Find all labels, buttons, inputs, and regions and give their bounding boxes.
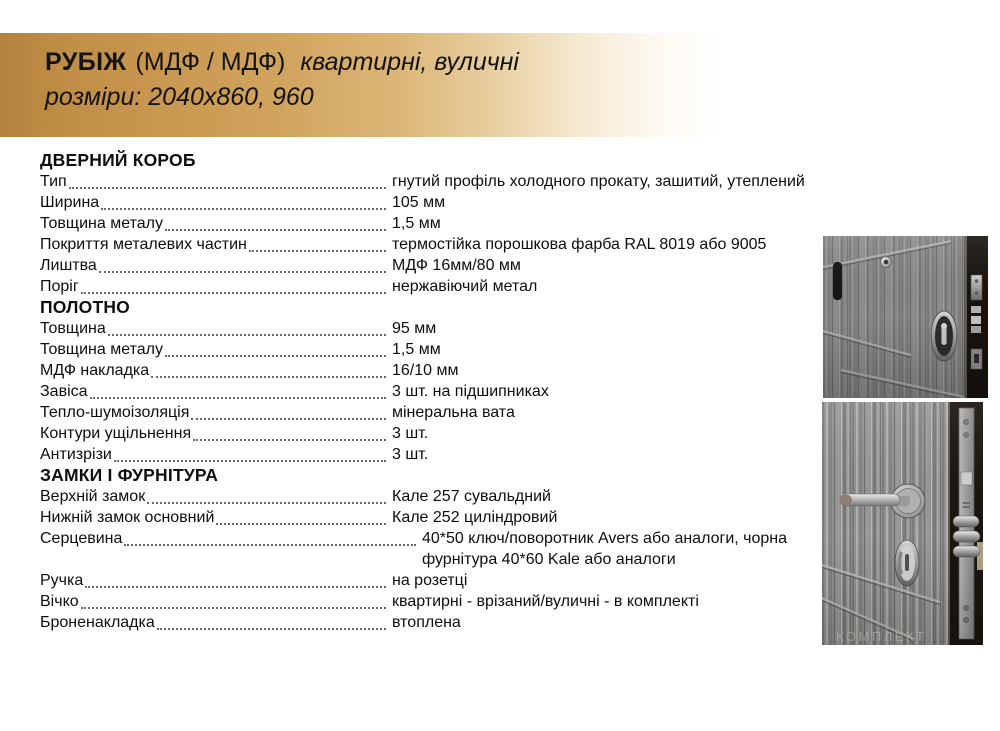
dotted-leader: [151, 360, 386, 378]
spec-value: на розетці: [392, 572, 468, 589]
section-heading-leaf: ПОЛОТНО: [40, 297, 130, 317]
dotted-leader: [165, 339, 386, 357]
spec-row-mdf-overlay: [40, 360, 852, 381]
dotted-leader: [191, 402, 386, 420]
spec-row-width: [40, 192, 852, 213]
door-photo-top: [823, 236, 988, 398]
spec-row-threshold: [40, 276, 852, 297]
dotted-leader: [147, 486, 386, 504]
spec-label: Покриття металевих частин: [40, 236, 247, 253]
spec-row-upper-lock: [40, 486, 852, 507]
spec-row-armor-plate: [40, 612, 852, 633]
spec-value: 3 шт.: [392, 425, 429, 442]
dotted-leader: [90, 381, 386, 399]
spec-label: Вічко: [40, 593, 79, 610]
dotted-leader: [114, 444, 386, 462]
spec-row-anticut: [40, 444, 852, 465]
dotted-leader: [193, 423, 386, 441]
spec-label: Тип: [40, 173, 67, 190]
dotted-leader: [81, 276, 386, 294]
spec-value: 105 мм: [392, 194, 446, 211]
spec-row-thickness: [40, 318, 852, 339]
spec-value: мінеральна вата: [392, 404, 515, 421]
spec-label: Антизрізи: [40, 446, 112, 463]
dotted-leader: [157, 612, 386, 630]
spec-value: квартирні - врізаний/вуличні - в комплекті: [392, 593, 699, 610]
spec-list: [40, 150, 852, 633]
spec-row-peephole: [40, 591, 852, 612]
spec-row-metal-thickness: [40, 213, 852, 234]
photo-vignette: [823, 236, 988, 398]
spec-label: Поріг: [40, 278, 79, 295]
spec-label: Товщина металу: [40, 341, 163, 358]
spec-row-hinges: [40, 381, 852, 402]
spec-row-trim: [40, 255, 852, 276]
section-heading-locks: ЗАМКИ І ФУРНІТУРА: [40, 465, 219, 485]
spec-row-insulation: [40, 402, 852, 423]
spec-row-leaf-metal: [40, 339, 852, 360]
dotted-leader: [85, 570, 386, 588]
spec-value: Кале 252 циліндровий: [392, 509, 558, 526]
door-usage-types: квартирні, вуличні: [300, 48, 519, 76]
spec-value: 3 шт. на підшипниках: [392, 383, 549, 400]
spec-value: Кале 257 сувальдний: [392, 488, 551, 505]
door-photo-bottom: [822, 402, 983, 645]
header-band: [0, 33, 1000, 137]
spec-label: Броненакладка: [40, 614, 155, 631]
spec-row-cylinder: [40, 528, 852, 570]
brand-name: РУБІЖ: [45, 48, 127, 76]
spec-value: 1,5 мм: [392, 215, 441, 232]
spec-label: Товщина металу: [40, 215, 163, 232]
spec-label: Тепло-шумоізоляція: [40, 404, 190, 421]
spec-row-coating: [40, 234, 852, 255]
photo-watermark: КОМПЛЕКТ: [836, 629, 927, 644]
spec-value: 16/10 мм: [392, 362, 459, 379]
spec-value: нержавіючий метал: [392, 278, 538, 295]
spec-label: Завіса: [40, 383, 88, 400]
spec-row-handle: [40, 570, 852, 591]
dotted-leader: [249, 234, 386, 252]
spec-label: Товщина: [40, 320, 106, 337]
spec-label: МДФ накладка: [40, 362, 150, 379]
dotted-leader: [99, 255, 386, 273]
dotted-leader: [69, 171, 386, 189]
spec-label: Нижній замок основний: [40, 509, 215, 526]
title-line: [45, 45, 519, 80]
model-materials: (МДФ / МДФ): [135, 48, 286, 76]
header-text: [45, 45, 519, 115]
spec-label: Ручка: [40, 572, 84, 589]
dotted-leader: [101, 192, 386, 210]
spec-value: МДФ 16мм/80 мм: [392, 257, 521, 274]
spec-value: втоплена: [392, 614, 461, 631]
dotted-leader: [108, 318, 386, 336]
spec-label: Лиштва: [40, 257, 97, 274]
dotted-leader: [216, 507, 386, 525]
spec-row-seal-contours: [40, 423, 852, 444]
spec-value: 1,5 мм: [392, 341, 441, 358]
spec-label: Верхній замок: [40, 488, 146, 505]
dotted-leader: [165, 213, 386, 231]
dotted-leader: [124, 528, 416, 546]
spec-value: 40*50 ключ/поворотник Avers або аналоги, чорна фурнітура 40*60 Kale або аналоги: [422, 530, 788, 568]
spec-label: Серцевина: [40, 530, 123, 547]
spec-value: гнутий профіль холодного прокату, зашитий, утеплений: [392, 173, 805, 190]
spec-row-type: [40, 171, 852, 192]
spec-value: 95 мм: [392, 320, 437, 337]
dotted-leader: [81, 591, 386, 609]
photo-vignette: [822, 402, 983, 645]
spec-label: Ширина: [40, 194, 100, 211]
section-heading-door-frame: ДВЕРНИЙ КОРОБ: [40, 150, 196, 170]
spec-label: Контури ущільнення: [40, 425, 192, 442]
spec-row-lower-lock: [40, 507, 852, 528]
spec-value: 3 шт.: [392, 446, 429, 463]
sizes-subtitle: розміри: 2040x860, 960: [45, 83, 314, 111]
spec-value: термостійка порошкова фарба RAL 8019 або 9005: [392, 236, 767, 253]
